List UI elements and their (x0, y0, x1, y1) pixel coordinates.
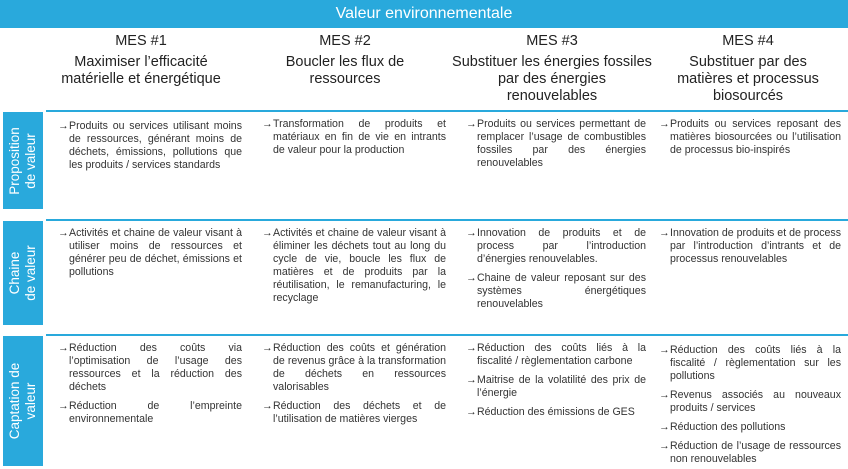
bullet-item (58, 120, 242, 172)
column-header-mes-3 (452, 33, 652, 109)
arrow-right-icon: → (659, 227, 670, 239)
column-header-mes-2 (250, 33, 440, 109)
bullet-item (262, 227, 446, 305)
column-mes-label: MES #2 (319, 33, 371, 49)
bullet-text: Chaine de valeur reposant sur des systèmes énergétiques renouvelables (477, 272, 646, 310)
row-label-chaine (3, 221, 43, 325)
bullet-item (466, 342, 646, 368)
arrow-right-icon: → (466, 118, 477, 130)
column-header-mes-4 (668, 33, 828, 109)
row-label-line: Proposition (7, 126, 22, 195)
bullet-text: Réduction des coûts liés à la fiscalité / règlementation sur les pollutions (670, 344, 841, 382)
arrow-right-icon: → (262, 342, 273, 354)
bullet-item (466, 272, 646, 311)
arrow-right-icon: → (659, 440, 670, 452)
arrow-right-icon: → (58, 342, 69, 354)
column-mes-label: MES #4 (722, 33, 774, 49)
arrow-right-icon: → (262, 227, 273, 239)
cell-chaine-mes-4 (659, 227, 841, 272)
bullet-text: Activités et chaine de valeur visant à utiliser moins de ressources et générer peu de déchet, émissions et pollutions (69, 227, 242, 278)
bullet-item (262, 342, 446, 394)
bullet-text: Réduction des émissions de GES (477, 406, 635, 418)
row-label-captation (3, 336, 43, 466)
arrow-right-icon: → (659, 421, 670, 433)
column-title: Boucler les flux de ressources (285, 54, 405, 87)
column-title: Substituer par des matières et processus biosourcés (677, 54, 819, 104)
bullet-item (58, 227, 242, 279)
row-divider (46, 110, 848, 112)
row-label-proposition (3, 112, 43, 209)
arrow-right-icon: → (262, 400, 273, 412)
bullet-text: Activités et chaine de valeur visant à éliminer les déchets tout au long du cycle de vie, boucle les flux de matières et de produits par la réutilisation, le remanufacturing, le recyclage (273, 227, 446, 304)
bullet-text: Transformation de produits et matériaux en fin de vie en intrants de valeur pour la production (273, 118, 446, 156)
bullet-text: Réduction de l’usage de ressources non renouvelables (670, 440, 841, 465)
row-label-line: Captation de (7, 362, 22, 440)
arrow-right-icon: → (58, 120, 69, 132)
arrow-right-icon: → (466, 374, 477, 386)
bullet-item (262, 400, 446, 426)
bullet-text: Réduction des déchets et de l’utilisation de matières vierges (273, 400, 446, 425)
cell-chaine-mes-1 (58, 227, 242, 285)
cell-proposition-mes-1 (58, 120, 242, 178)
bullet-text: Réduction des coûts via l’optimisation de l’usage des ressources et la réduction des déchets (69, 342, 242, 393)
arrow-right-icon: → (659, 389, 670, 401)
bullet-item (466, 118, 646, 170)
cell-captation-mes-2 (262, 342, 446, 432)
cell-chaine-mes-3 (466, 227, 646, 317)
column-header-mes-1 (46, 33, 236, 109)
bullet-text: Innovation de produits et de process par l’introduction d’énergies renouvelables. (477, 227, 646, 265)
cell-captation-mes-3 (466, 342, 646, 425)
column-mes-label: MES #1 (115, 33, 167, 49)
row-label-line: de valeur (23, 245, 38, 301)
bullet-text: Innovation de produits et de process par l’introduction d’intrants et de processus renouvelables (670, 227, 841, 265)
arrow-right-icon: → (659, 118, 670, 130)
bullet-item (466, 406, 646, 419)
cell-proposition-mes-3 (466, 118, 646, 176)
bullet-item (262, 118, 446, 157)
arrow-right-icon: → (466, 227, 477, 239)
bullet-text: Maitrise de la volatilité des prix de l’énergie (477, 374, 646, 399)
arrow-right-icon: → (262, 118, 273, 130)
bullet-item (659, 344, 841, 383)
column-title: Maximiser l’efficacité matérielle et énergétique (61, 54, 221, 87)
bullet-text: Réduction de l’empreinte environnementale (69, 400, 242, 425)
arrow-right-icon: → (659, 344, 670, 356)
arrow-right-icon: → (466, 272, 477, 284)
arrow-right-icon: → (466, 406, 477, 418)
cell-captation-mes-4 (659, 344, 841, 469)
bullet-text: Produits ou services reposant des matières biosourcées ou l’utilisation de processus bio-inspirés (670, 118, 841, 156)
bullet-text: Produits ou services utilisant moins de ressources, générant moins de déchets, émissions, pollutions que les produits / services standards (69, 120, 242, 171)
cell-proposition-mes-4 (659, 118, 841, 163)
row-divider (46, 334, 848, 336)
cell-captation-mes-1 (58, 342, 242, 432)
row-label-line: Chaine (7, 251, 22, 295)
bullet-text: Réduction des coûts liés à la fiscalité / règlementation carbone (477, 342, 646, 367)
banner-title: Valeur environnementale (0, 0, 848, 28)
bullet-text: Produits ou services permettant de remplacer l’usage de combustibles fossiles par des énergies renouvelables (477, 118, 646, 169)
bullet-item (659, 440, 841, 466)
bullet-item (58, 342, 242, 394)
column-title: Substituer les énergies fossiles par des énergies renouvelables (452, 54, 652, 104)
bullet-text: Réduction des pollutions (670, 421, 786, 433)
arrow-right-icon: → (58, 400, 69, 412)
bullet-item (466, 374, 646, 400)
arrow-right-icon: → (58, 227, 69, 239)
row-label-line: de valeur (23, 132, 38, 189)
column-mes-label: MES #3 (526, 33, 578, 49)
cell-proposition-mes-2 (262, 118, 446, 163)
bullet-item (659, 227, 841, 266)
bullet-item (659, 118, 841, 157)
bullet-item (659, 421, 841, 434)
bullet-item (659, 389, 841, 415)
bullet-text: Revenus associés au nouveaux produits / services (670, 389, 841, 414)
cell-chaine-mes-2 (262, 227, 446, 311)
bullet-item (58, 400, 242, 426)
arrow-right-icon: → (466, 342, 477, 354)
bullet-text: Réduction des coûts et génération de revenus grâce à la transformation de déchets en ressources valorisables (273, 342, 446, 393)
bullet-item (466, 227, 646, 266)
row-divider (46, 219, 848, 221)
row-label-line: valeur (23, 382, 38, 420)
